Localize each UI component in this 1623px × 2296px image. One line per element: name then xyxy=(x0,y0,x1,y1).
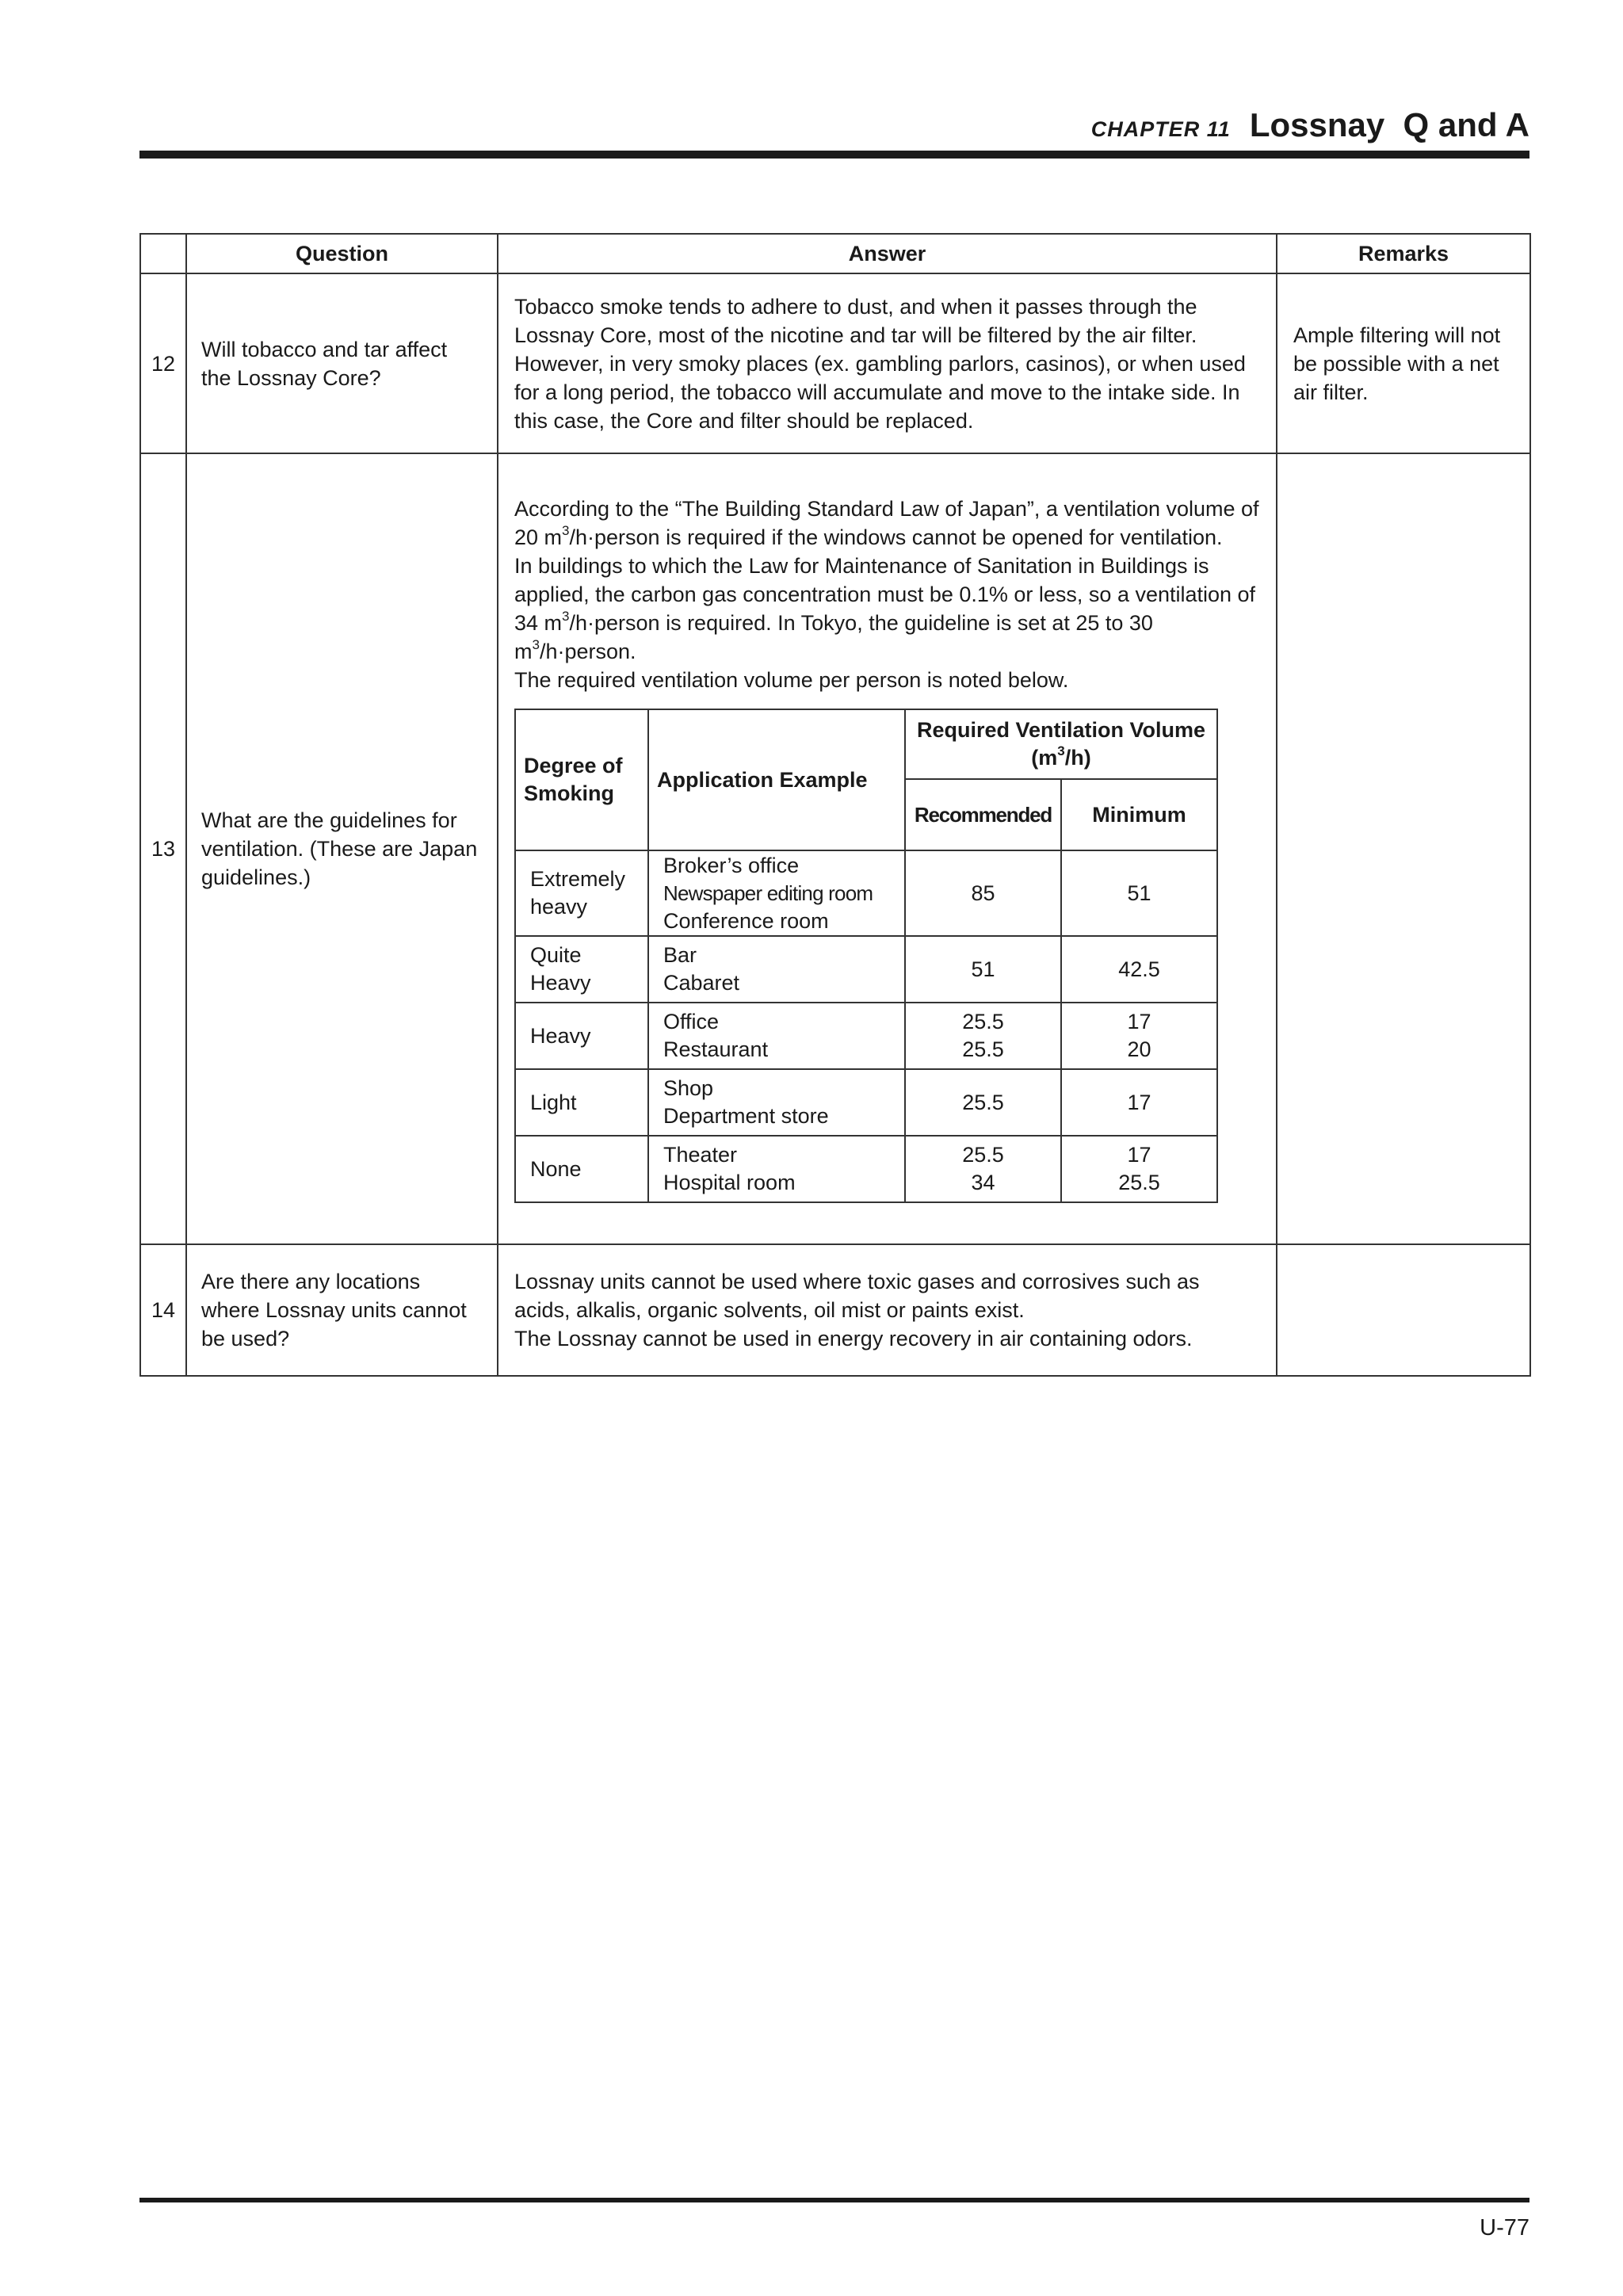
page-number: U-77 xyxy=(1480,2215,1529,2241)
minimum-cell: 51 xyxy=(1061,850,1217,936)
row-number: 12 xyxy=(140,273,186,453)
example-cell: Office Restaurant xyxy=(648,1003,905,1069)
header-rule xyxy=(139,151,1529,159)
recommended-cell: 25.5 25.5 xyxy=(905,1003,1061,1069)
answer-cell xyxy=(498,453,1277,1244)
question-cell: Are there any locations where Lossnay units cannot be used? xyxy=(186,1244,498,1376)
header-application-example: Application Example xyxy=(648,709,905,850)
answer-cell xyxy=(498,1244,1277,1376)
footer-rule xyxy=(139,2198,1529,2202)
column-header-answer: Answer xyxy=(498,234,1277,273)
vent-header-row xyxy=(515,709,1217,779)
row-number: 13 xyxy=(140,453,186,1244)
remarks-cell xyxy=(1277,1244,1530,1376)
degree-cell: Quite Heavy xyxy=(515,936,648,1003)
question-cell: What are the guidelines for ventilation. (These are Japan guidelines.) xyxy=(186,453,498,1244)
minimum-cell: 42.5 xyxy=(1061,936,1217,1003)
example-cell: Theater Hospital room xyxy=(648,1136,905,1202)
recommended-cell: 51 xyxy=(905,936,1061,1003)
chapter-title: Lossnay Q and A xyxy=(1249,106,1529,143)
chapter-label: CHAPTER 11 xyxy=(1090,117,1231,141)
header-degree-of-smoking: Degree of Smoking xyxy=(515,709,648,850)
recommended-cell: 25.5 34 xyxy=(905,1136,1061,1202)
degree-cell: Heavy xyxy=(515,1003,648,1069)
vent-row xyxy=(515,850,1217,936)
recommended-cell: 25.5 xyxy=(905,1069,1061,1136)
column-header-question: Question xyxy=(186,234,498,273)
answer-paragraph: In buildings to which the Law for Maintenance of Sanitation in Buildings is applied, the carbon gas concentration must be 0.1% or less, so a ventilation of 34 $m^3/h\cdot person$ is required. In Tokyo, the guideline is set at 25 to 30 $m^3/h\cdot person$. xyxy=(514,554,1256,663)
question-cell: Will tobacco and tar affect the Lossnay Core? xyxy=(186,273,498,453)
header-minimum: Minimum xyxy=(1061,779,1217,850)
header-recommended: Recommended xyxy=(905,779,1061,850)
recommended-cell: 85 xyxy=(905,850,1061,936)
answer-paragraph: The Lossnay cannot be used in energy recovery in air containing odors. xyxy=(514,1327,1193,1350)
header-title xyxy=(1091,106,1529,144)
answer-paragraph: Lossnay units cannot be used where toxic gases and corrosives such as acids, alkalis, organic solvents, oil mist or paints exist. xyxy=(514,1270,1200,1322)
table-row xyxy=(140,453,1530,1244)
degree-cell: Light xyxy=(515,1069,648,1136)
minimum-cell: 17 xyxy=(1061,1069,1217,1136)
answer-paragraph: According to the “The Building Standard Law of Japan”, a ventilation volume of 20 $m^3/h\cdot person$ is required if the windows cannot be opened for ventilation. xyxy=(514,497,1259,549)
table-row xyxy=(140,1244,1530,1376)
column-header-number xyxy=(140,234,186,273)
vent-row xyxy=(515,936,1217,1003)
table-row xyxy=(140,273,1530,453)
vent-row xyxy=(515,1136,1217,1202)
row-number: 14 xyxy=(140,1244,186,1376)
degree-cell: Extremely heavy xyxy=(515,850,648,936)
example-cell: Bar Cabaret xyxy=(648,936,905,1003)
qa-table xyxy=(139,233,1531,1377)
page-header xyxy=(139,103,1529,151)
column-header-remarks: Remarks xyxy=(1277,234,1530,273)
example-cell: Shop Department store xyxy=(648,1069,905,1136)
vent-row xyxy=(515,1003,1217,1069)
header-required-ventilation: Required Ventilation Volume $(m^3/h)$ xyxy=(905,709,1217,779)
minimum-cell: 17 20 xyxy=(1061,1003,1217,1069)
example-cell: Broker’s office Newspaper editing room Conference room xyxy=(648,850,905,936)
vent-row xyxy=(515,1069,1217,1136)
answer-paragraph: The required ventilation volume per person is noted below. xyxy=(514,668,1069,692)
remarks-cell xyxy=(1277,453,1530,1244)
minimum-cell: 17 25.5 xyxy=(1061,1136,1217,1202)
table-header-row xyxy=(140,234,1530,273)
answer-cell: Tobacco smoke tends to adhere to dust, and when it passes through the Lossnay Core, most of the nicotine and tar will be filtered by the air filter. However, in very smoky places (ex. gambling parlors, casinos), or when used for a long period, the tobacco will accumulate and move to the intake side. In this case, the Core and filter should be replaced. xyxy=(498,273,1277,453)
ventilation-table xyxy=(514,709,1218,1203)
remarks-cell: Ample filtering will not be possible with a net air filter. xyxy=(1277,273,1530,453)
degree-cell: None xyxy=(515,1136,648,1202)
